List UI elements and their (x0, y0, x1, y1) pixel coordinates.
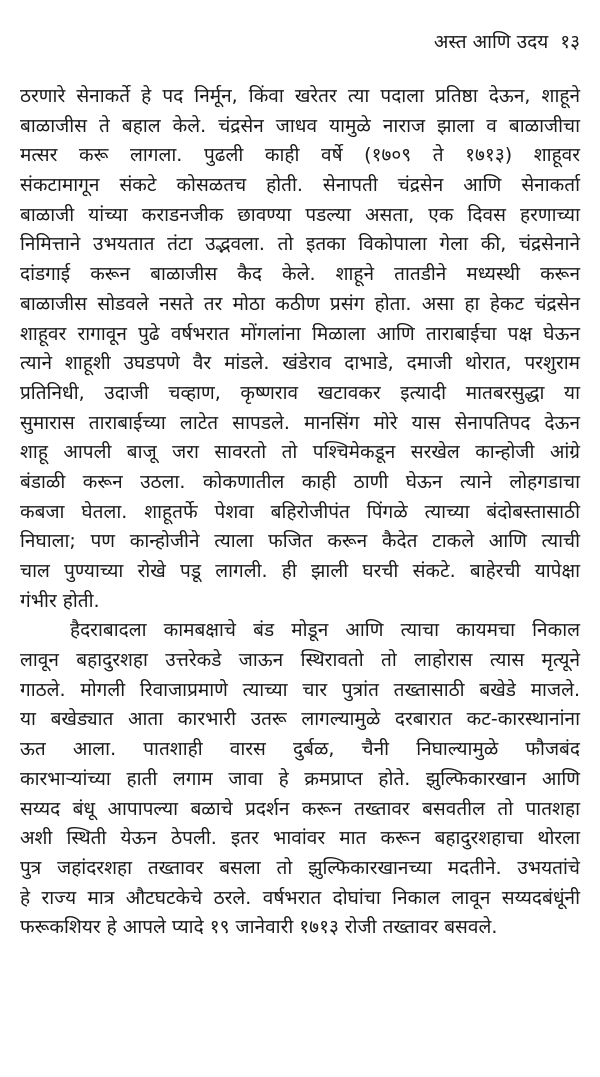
text-line: अशी स्थिती येऊन ठेपली. इतर भावांवर मात करून बहादुरशहाचा थोरला (20, 827, 580, 850)
text-line: कबजा घेतला. शाहूतर्फे पेशवा बहिरोजीपंत पिंगळे त्याच्या बंदोबस्तासाठी (20, 500, 580, 523)
body-text (0, 82, 600, 943)
text-line: शाहूवर रागावून पुढे वर्षभरात मोंगलांना मिळाला आणि ताराबाईचा पक्ष घेऊन (20, 322, 580, 345)
text-line: कारभाऱ्यांच्या हाती लगाम जावा हे क्रमप्राप्त होते. झुल्फिकारखान आणि (20, 767, 580, 790)
text-line: या बखेड्यात आता कारभारी उतरू लागल्यामुळे दरबारात कट-कारस्थानांना (20, 708, 580, 731)
text-line: संकटामागून संकटे कोसळतच होती. सेनापती चंद्रसेन आणि सेनाकर्ता (20, 174, 580, 197)
text-line: गंभीर होती. (20, 589, 100, 612)
text-line: चाल पुण्याच्या रोखे पडू लागली. ही झाली घरची संकटे. बाहेरची यापेक्षा (20, 560, 580, 582)
text-line: शाहू आपली बाजू जरा सावरतो तो पश्चिमेकडून सरखेल कान्होजी आंग्रे (20, 441, 580, 464)
text-line: लावून बहादुरशहा उत्तरेकडे जाऊन स्थिरावतो तो लाहोरास त्यास मृत्यूने (20, 649, 580, 672)
text-line: बाळाजी यांच्या कराडनजीक छावण्या पडल्या असता, एक दिवस हरणाच्या (20, 203, 580, 226)
text-line: फरूकशियर हे आपले प्यादे १९ जानेवारी १७१३ रोजी तख्तावर बसवले. (20, 916, 498, 939)
text-line: सय्यद बंधू आपापल्या बळाचे प्रदर्शन करून तख्तावर बसवतील तो पातशहा (20, 797, 580, 820)
text-line: हैदराबादला कामबक्षाचे बंड मोडून आणि त्याचा कायमचा निकाल (70, 619, 580, 642)
text-line: ठरणारे सेनाकर्ते हे पद निर्मून, किंवा खरेतर त्या पदाला प्रतिष्ठा देऊन, शाहूने (20, 85, 580, 107)
page-number: १३ (560, 31, 580, 53)
text-line: ऊत आला. पातशाही वारस दुर्बळ, चैनी निघाल्यामुळे फौजबंद (20, 738, 580, 761)
text-line: गाठले. मोगली रिवाजाप्रमाणे त्याच्या चार पुत्रांत तख्तासाठी बखेडे माजले. (20, 678, 580, 701)
running-title: अस्त आणि उदय (433, 31, 549, 53)
text-line: हे राज्य मात्र औटघटकेचे ठरले. वर्षभरात दोघांचा निकाल लावून सय्यदबंधूंनी (20, 886, 580, 909)
text-line: निघाला; पण कान्होजीने त्याला फजित करून कैदेत टाकले आणि त्याची (20, 530, 580, 553)
text-line: बाळाजीस सोडवले नसते तर मोठा कठीण प्रसंग होता. असा हा हेकट चंद्रसेन (20, 292, 580, 315)
text-line: प्रतिनिधी, उदाजी चव्हाण, कृष्णराव खटावकर इत्यादी मातबरसुद्धा या (20, 381, 580, 404)
text-line: दांडगाई करून बाळाजीस कैद केले. शाहूने तातडीने मध्यस्थी करून (20, 263, 580, 286)
text-line: त्याने शाहूशी उघडपणे वैर मांडले. खंडेराव दाभाडे, दमाजी थोरात, परशुराम (20, 352, 580, 375)
text-line: निमित्ताने उभयतात तंटा उद्भवला. तो इतका विकोपाला गेला की, चंद्रसेनाने (20, 233, 580, 256)
text-line: बाळाजीस ते बहाल केले. चंद्रसेन जाधव यामुळे नाराज झाला व बाळाजीचा (20, 114, 580, 137)
running-header (434, 30, 580, 54)
text-line: बंडाळी करून उठला. कोकणातील काही ठाणी घेऊन त्याने लोहगडाचा (20, 470, 580, 493)
text-line: सुमारास ताराबाईच्या लाटेत सापडले. मानसिंग मोरे यास सेनापतिपद देऊन (20, 411, 580, 434)
text-line: पुत्र जहांदरशहा तख्तावर बसला तो झुल्फिकारखानच्या मदतीने. उभयतांचे (20, 856, 580, 879)
text-line: मत्सर करू लागला. पुढली काही वर्षे (१७०९ ते १७१३) शाहूवर (20, 144, 580, 167)
